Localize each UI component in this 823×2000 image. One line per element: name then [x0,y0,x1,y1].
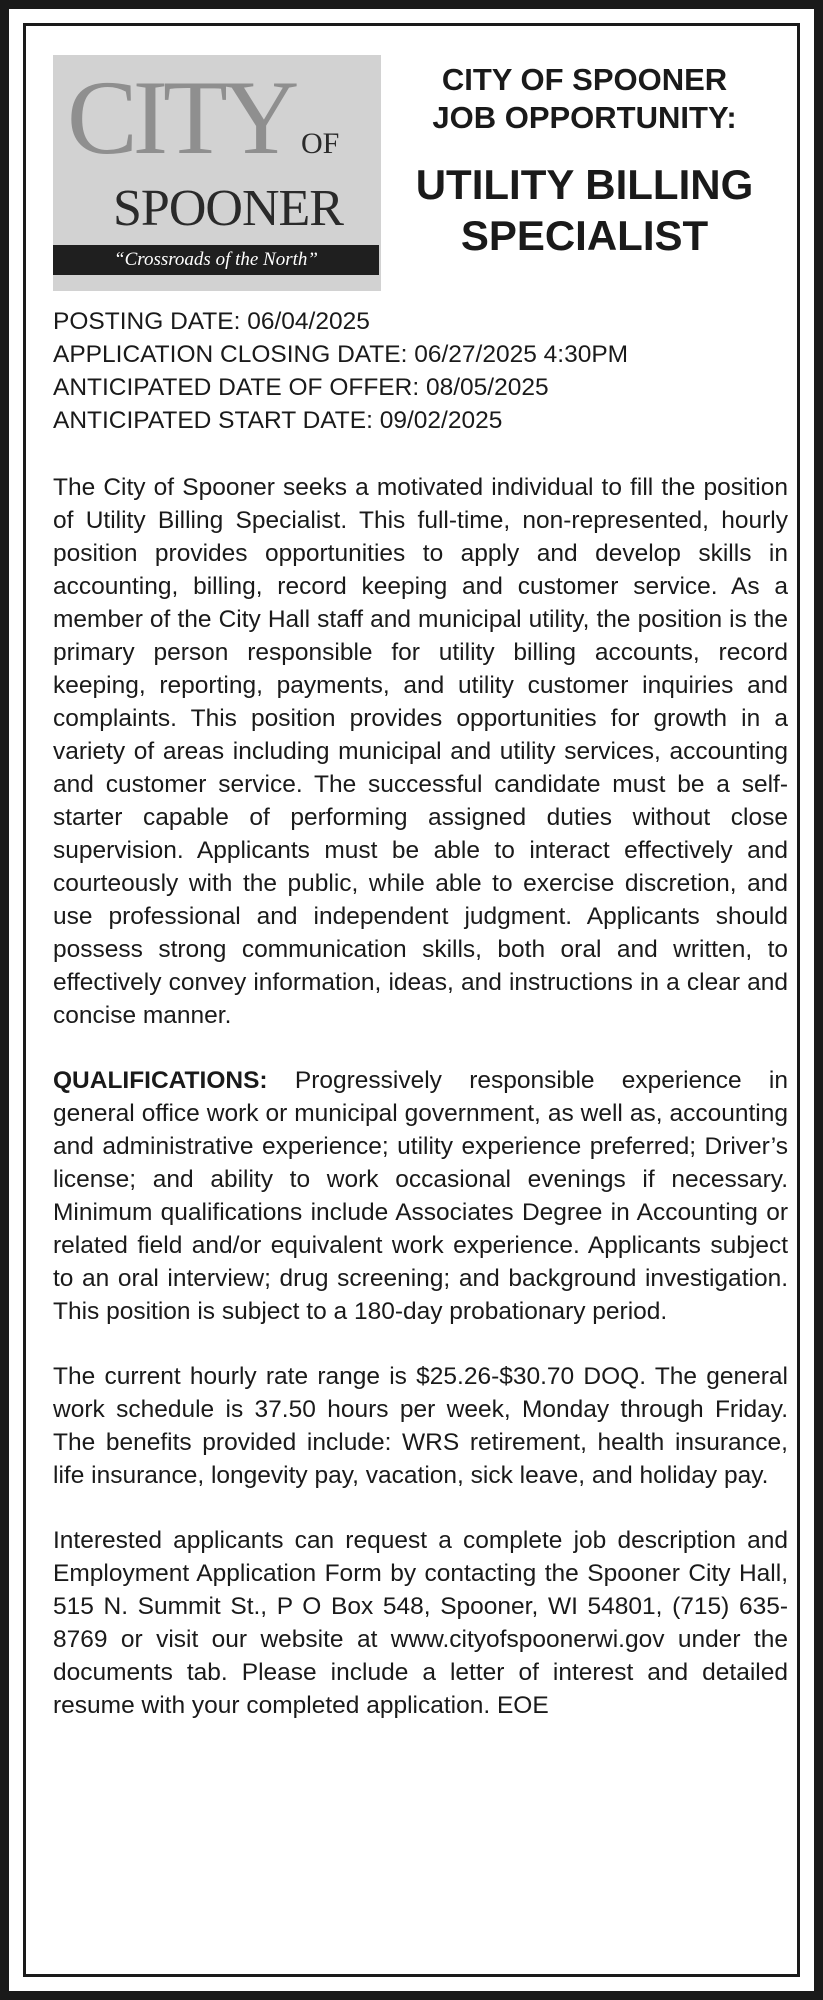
closing-date: APPLICATION CLOSING DATE: 06/27/2025 4:30PM [53,341,629,368]
qualifications-text: Progressively responsible experience in general office work or municipal government, as well as, accounting and administrative experience; utility experience preferred; Driver’s license; and ability to work occasional evenings if necessary. Minimum qualifications include Associates Degree in Accounting or related field and/or equivalent work experience. Applicants subject to an oral interview; drug screening; and background investigation. This position is subject to a 180-day probationary period. [53,1067,788,1325]
job-title-line-2: SPECIALIST [460,212,709,259]
compensation-paragraph: The current hourly rate range is $25.26-$30.70 DOQ. The general work schedule is 37.50 hours per week, Monday through Friday. The benefits provided include: WRS retirement, health insurance, life insurance, longevity pay, vacation, sick leave, and holiday pay. [53,1363,788,1489]
job-title [381,159,788,261]
logo-city-text: CITY [67,59,295,176]
logo-of-text: OF [301,127,340,160]
ad-content [53,55,788,1722]
logo-spooner-text: SPOONER [113,180,343,237]
opportunity-title: JOB OPPORTUNITY: [432,100,737,135]
ad-header [53,55,788,291]
qualifications-label: QUALIFICATIONS: [53,1067,268,1094]
job-title-line-1: UTILITY BILLING [415,161,754,208]
application-instructions: Interested applicants can request a complete job description and Employment Application Form by contacting the Spooner City Hall, 515 N. Summit St., P O Box 548, Spooner, WI 54801, (715) 635-8769 or visit our website at www.cityofspoonerwi.gov under the documents tab. Please include a letter of interest and detailed resume with your completed application. EOE [53,1527,788,1719]
org-title: CITY OF SPOONER [441,62,728,97]
qualifications-paragraph [53,1064,788,1328]
city-logo [53,55,381,291]
posting-date: POSTING DATE: 06/04/2025 [53,308,370,335]
key-dates [53,305,788,437]
offer-date: ANTICIPATED DATE OF OFFER: 08/05/2025 [53,374,549,401]
start-date: ANTICIPATED START DATE: 09/02/2025 [53,407,503,434]
title-block [381,55,788,261]
logo-tagline: “Crossroads of the North” [53,245,379,275]
job-description: The City of Spooner seeks a motivated individual to fill the position of Utility Billing Specialist. This full-time, non-represented, hourly position provides opportunities to apply and develop skills in accounting, billing, record keeping and customer service. As a member of the City Hall staff and municipal utility, the position is the primary person responsible for utility billing accounts, record keeping, reporting, payments, and utility customer inquiries and complaints. This position provides opportunities for growth in a variety of areas including municipal and utility services, accounting and customer service. The successful candidate must be a self-starter capable of performing assigned duties without close supervision. Applicants must be able to interact effectively and courteously with the public, while able to exercise discretion, and use professional and independent judgment. Applicants should possess strong communication skills, both oral and written, to effectively convey information, ideas, and instructions in a clear and concise manner. [53,474,788,1029]
